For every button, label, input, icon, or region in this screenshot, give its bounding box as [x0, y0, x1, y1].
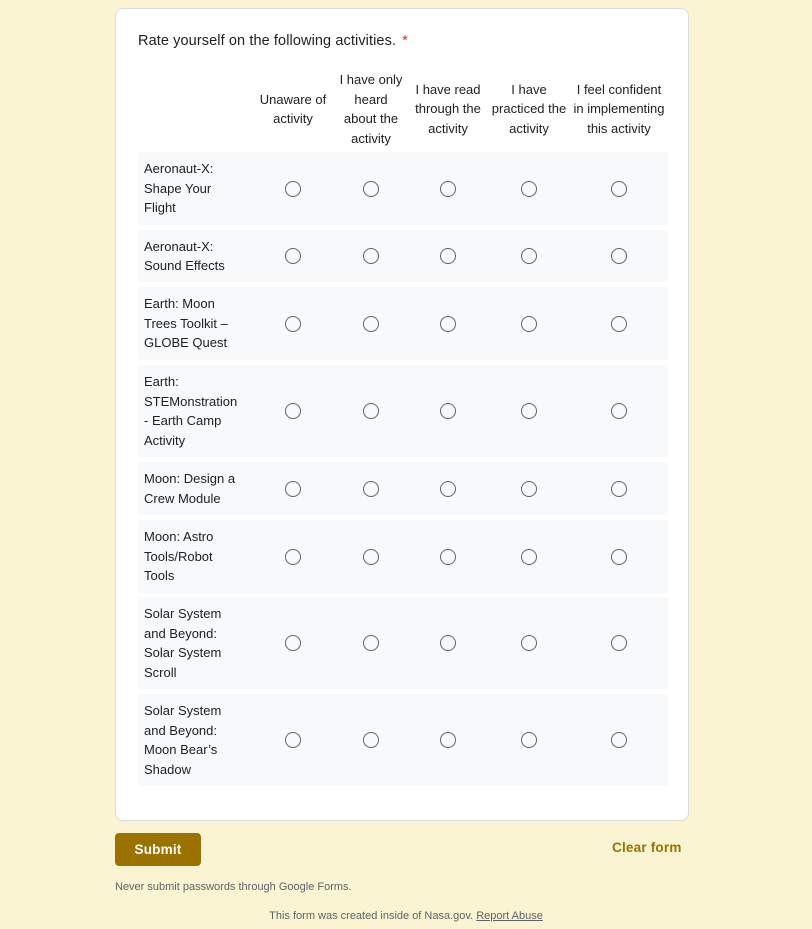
radio-button[interactable]: [440, 635, 456, 651]
radio-button[interactable]: [440, 181, 456, 197]
grid-row: [138, 287, 668, 360]
radio-button[interactable]: [363, 248, 379, 264]
radio-button[interactable]: [611, 732, 627, 748]
radio-button[interactable]: [611, 181, 627, 197]
radio-button[interactable]: [285, 403, 301, 419]
row-label: Solar System and Beyond: Moon Bear’s Shadow: [144, 703, 222, 777]
radio-button[interactable]: [363, 732, 379, 748]
radio-button[interactable]: [285, 635, 301, 651]
row-label: Earth: STEMonstration - Earth Camp Activity: [144, 374, 238, 448]
clear-form-button[interactable]: Clear form: [612, 840, 682, 855]
grid-row: [138, 462, 668, 515]
radio-button[interactable]: [363, 316, 379, 332]
radio-button[interactable]: [611, 549, 627, 565]
radio-button[interactable]: [521, 316, 537, 332]
grid-row: [138, 230, 668, 282]
question-title: [138, 33, 408, 49]
radio-button[interactable]: [363, 181, 379, 197]
radio-button[interactable]: [521, 732, 537, 748]
radio-button[interactable]: [285, 248, 301, 264]
column-header-5: I feel confident in implementing this activity: [573, 81, 665, 136]
radio-button[interactable]: [363, 481, 379, 497]
row-label: Moon: Astro Tools/Robot Tools: [144, 529, 214, 584]
column-header-2: I have only heard about the activity: [339, 72, 403, 146]
radio-button[interactable]: [611, 248, 627, 264]
grid-row: [138, 365, 668, 457]
radio-button[interactable]: [440, 316, 456, 332]
required-marker: *: [402, 33, 408, 49]
radio-button[interactable]: [521, 181, 537, 197]
radio-button[interactable]: [285, 549, 301, 565]
radio-button[interactable]: [440, 549, 456, 565]
radio-button[interactable]: [521, 248, 537, 264]
radio-button[interactable]: [285, 316, 301, 332]
report-abuse-link[interactable]: Report Abuse: [476, 910, 543, 922]
row-label: Aeronaut-X: Sound Effects: [144, 238, 225, 273]
row-label: Earth: Moon Trees Toolkit – GLOBE Quest: [144, 296, 228, 351]
radio-button[interactable]: [285, 181, 301, 197]
radio-button[interactable]: [440, 732, 456, 748]
radio-button[interactable]: [285, 732, 301, 748]
created-by-text: This form was created inside of Nasa.gov.: [269, 910, 474, 922]
radio-button[interactable]: [521, 549, 537, 565]
question-card: [115, 8, 689, 821]
radio-button[interactable]: [285, 481, 301, 497]
submit-button[interactable]: Submit: [115, 833, 201, 866]
column-header-3: I have read through the activity: [415, 81, 481, 136]
radio-button[interactable]: [611, 481, 627, 497]
column-header-4: I have practiced the activity: [491, 81, 567, 136]
radio-button[interactable]: [521, 403, 537, 419]
radio-button[interactable]: [440, 481, 456, 497]
radio-button[interactable]: [363, 403, 379, 419]
radio-button[interactable]: [440, 248, 456, 264]
column-header-1: Unaware of activity: [259, 91, 327, 126]
radio-button[interactable]: [363, 549, 379, 565]
footer: [0, 910, 812, 922]
password-warning: Never submit passwords through Google Forms.: [115, 881, 352, 893]
radio-button[interactable]: [521, 635, 537, 651]
radio-button[interactable]: [521, 481, 537, 497]
grid-row: [138, 152, 668, 225]
row-label: Solar System and Beyond: Solar System Scroll: [144, 606, 222, 680]
row-label: Aeronaut-X: Shape Your Flight: [144, 161, 214, 216]
grid-row: [138, 520, 668, 593]
radio-button[interactable]: [363, 635, 379, 651]
radio-button[interactable]: [611, 403, 627, 419]
question-title-text: Rate yourself on the following activities.: [138, 33, 397, 49]
row-label: Moon: Design a Crew Module: [144, 471, 236, 506]
grid-row: [138, 597, 668, 689]
grid-row: [138, 694, 668, 786]
radio-button[interactable]: [440, 403, 456, 419]
radio-button[interactable]: [611, 316, 627, 332]
radio-button[interactable]: [611, 635, 627, 651]
